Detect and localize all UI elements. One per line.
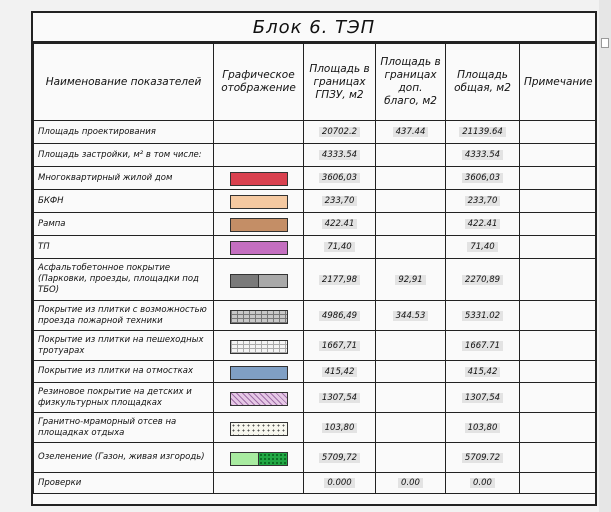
row-area-extra — [408, 196, 414, 206]
swatch-asphalt — [230, 274, 288, 288]
swatch-rubber — [230, 392, 288, 406]
row-note — [520, 443, 596, 473]
table-row — [34, 236, 596, 259]
row-note — [520, 213, 596, 236]
table-row — [34, 144, 596, 167]
header-note: Примечание — [520, 44, 596, 121]
table-row — [34, 190, 596, 213]
graphic-cell — [214, 121, 304, 144]
graphic-cell — [214, 473, 304, 494]
row-area-total: 0.00 — [470, 478, 495, 488]
row-area-extra: 437.44 — [393, 127, 429, 137]
row-area-total: 5331.02 — [462, 311, 503, 321]
table-row — [34, 413, 596, 443]
row-note — [520, 167, 596, 190]
row-note — [520, 259, 596, 301]
row-area-extra — [408, 423, 414, 433]
row-note — [520, 331, 596, 361]
row-area-total: 233,70 — [465, 196, 501, 206]
row-note — [520, 361, 596, 383]
row-name: Покрытие из плитки на пешеходных тротуарах — [34, 331, 214, 361]
swatch-tile-walk — [230, 340, 288, 354]
row-name: Покрытие из плитки на отмостках — [34, 361, 214, 383]
swatch-granite — [230, 422, 288, 436]
row-area-extra — [408, 453, 414, 463]
row-name: Многоквартирный жилой дом — [34, 167, 214, 190]
row-name: Площадь проектирования — [34, 121, 214, 144]
row-area-total: 103,80 — [465, 423, 501, 433]
edge-marker — [601, 38, 609, 48]
row-area-extra — [408, 393, 414, 403]
row-name: Проверки — [34, 473, 214, 494]
row-area-gpzu: 4986,49 — [319, 311, 360, 321]
page-title: Блок 6. ТЭП — [33, 13, 595, 43]
row-name: Резиновое покрытие на детских и физкультурных площадках — [34, 383, 214, 413]
row-note — [520, 144, 596, 167]
row-area-gpzu: 422.41 — [322, 219, 358, 229]
graphic-cell — [214, 144, 304, 167]
table-row — [34, 383, 596, 413]
right-edge-strip — [599, 0, 611, 512]
row-name: Гранитно-мраморный отсев на площадках отдыха — [34, 413, 214, 443]
row-area-gpzu: 5709,72 — [319, 453, 360, 463]
row-note — [520, 383, 596, 413]
row-area-total: 415,42 — [465, 367, 501, 377]
row-area-gpzu: 2177,98 — [319, 275, 360, 285]
row-area-extra — [408, 242, 414, 252]
row-note — [520, 301, 596, 331]
row-area-gpzu: 0.000 — [324, 478, 354, 488]
row-area-gpzu: 1667,71 — [319, 341, 360, 351]
tep-table — [33, 43, 596, 494]
row-area-gpzu: 415,42 — [322, 367, 358, 377]
table-row — [34, 473, 596, 494]
row-note — [520, 473, 596, 494]
swatch-tp — [230, 241, 288, 255]
row-area-total: 2270,89 — [462, 275, 503, 285]
row-name: Покрытие из плитки с возможностью проезда пожарной техники — [34, 301, 214, 331]
row-area-total: 5709.72 — [462, 453, 503, 463]
row-name: ТП — [34, 236, 214, 259]
row-area-gpzu: 4333.54 — [319, 150, 360, 160]
row-area-total: 3606,03 — [462, 173, 503, 183]
row-area-extra — [408, 173, 414, 183]
row-name: БКФН — [34, 190, 214, 213]
table-row — [34, 301, 596, 331]
row-area-extra — [408, 367, 414, 377]
row-area-gpzu: 71,40 — [324, 242, 354, 252]
table-row — [34, 331, 596, 361]
row-area-gpzu: 103,80 — [322, 423, 358, 433]
swatch-greenery — [230, 452, 288, 466]
row-area-extra: 92,91 — [395, 275, 425, 285]
header-area-gpzu: Площадь в границах ГПЗУ, м2 — [304, 44, 376, 121]
swatch-tile-blind — [230, 366, 288, 380]
row-area-extra — [408, 341, 414, 351]
table-row — [34, 443, 596, 473]
header-row — [34, 44, 596, 121]
swatch-tile-fire — [230, 310, 288, 324]
row-area-gpzu: 233,70 — [322, 196, 358, 206]
row-name: Площадь застройки, м² в том числе: — [34, 144, 214, 167]
table-row — [34, 259, 596, 301]
row-area-total: 4333.54 — [462, 150, 503, 160]
table-row — [34, 213, 596, 236]
row-note — [520, 190, 596, 213]
row-note — [520, 236, 596, 259]
table-row — [34, 361, 596, 383]
row-area-extra: 344.53 — [393, 311, 429, 321]
swatch-ramp — [230, 218, 288, 232]
table-row — [34, 121, 596, 144]
row-note — [520, 413, 596, 443]
row-area-gpzu: 20702.2 — [319, 127, 360, 137]
header-name: Наименование показателей — [34, 44, 214, 121]
table-row — [34, 167, 596, 190]
swatch-bkfn — [230, 195, 288, 209]
row-area-total: 71,40 — [467, 242, 497, 252]
row-area-total: 21139.64 — [459, 127, 506, 137]
row-area-gpzu: 1307,54 — [319, 393, 360, 403]
row-area-extra: 0.00 — [398, 478, 423, 488]
header-area-extra: Площадь в границах доп. благо, м2 — [376, 44, 446, 121]
header-graphic: Графическое отображение — [214, 44, 304, 121]
row-area-total: 422.41 — [465, 219, 501, 229]
row-area-gpzu: 3606,03 — [319, 173, 360, 183]
row-area-extra — [408, 219, 414, 229]
row-name: Озеленение (Газон, живая изгородь) — [34, 443, 214, 473]
row-area-extra — [408, 150, 414, 160]
row-name: Рампа — [34, 213, 214, 236]
row-note — [520, 121, 596, 144]
swatch-residential — [230, 172, 288, 186]
row-name: Асфальтобетонное покрытие (Парковки, проезды, площадки под ТБО) — [34, 259, 214, 301]
tep-sheet — [31, 11, 597, 506]
row-area-total: 1667.71 — [462, 341, 503, 351]
row-area-total: 1307,54 — [462, 393, 503, 403]
header-area-total: Площадь общая, м2 — [446, 44, 520, 121]
